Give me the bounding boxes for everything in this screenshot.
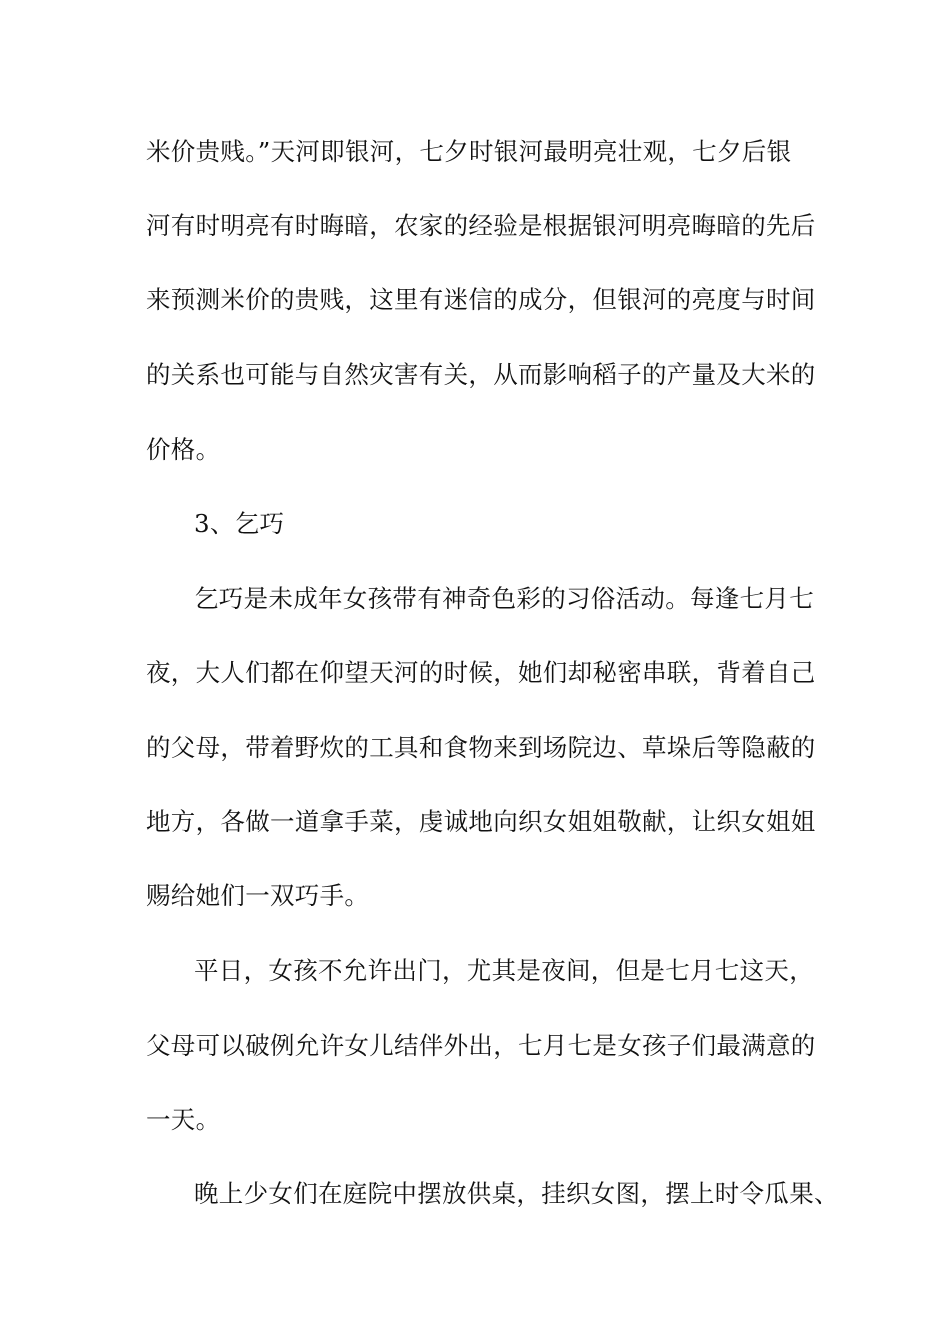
text-line: 父母可以破例允许女儿结伴外出，七月七是女孩子们最满意的 — [146, 1031, 816, 1060]
text-line: 乞巧是未成年女孩带有神奇色彩的习俗活动。每逢七月七 — [194, 584, 814, 613]
text-line: 的父母，带着野炊的工具和食物来到场院边、草垛后等隐蔽的 — [146, 733, 816, 762]
text-line: 来预测米价的贵贱，这里有迷信的成分，但银河的亮度与时间 — [146, 285, 816, 314]
text-line: 米价贵贱。”天河即银河，七夕时银河最明亮壮观，七夕后银 — [146, 137, 792, 166]
text-line: 的关系也可能与自然灾害有关，从而影响稻子的产量及大米的 — [146, 360, 816, 389]
text-line: 晚上少女们在庭院中摆放供桌，挂织女图，摆上时令瓜果、 — [194, 1179, 839, 1208]
section-heading: 3、乞巧 — [194, 509, 285, 538]
text-line: 价格。 — [146, 435, 221, 464]
text-line: 地方，各做一道拿手菜，虔诚地向织女姐姐敬献，让织女姐姐 — [146, 807, 816, 836]
text-line: 夜，大人们都在仰望天河的时候，她们却秘密串联，背着自己 — [146, 658, 816, 687]
text-line: 平日，女孩不允许出门，尤其是夜间，但是七月七这天， — [194, 956, 814, 985]
text-line: 一天。 — [146, 1105, 221, 1134]
text-line: 赐给她们一双巧手。 — [146, 881, 370, 910]
text-line: 河有时明亮有时晦暗，农家的经验是根据银河明亮晦暗的先后 — [146, 211, 816, 240]
